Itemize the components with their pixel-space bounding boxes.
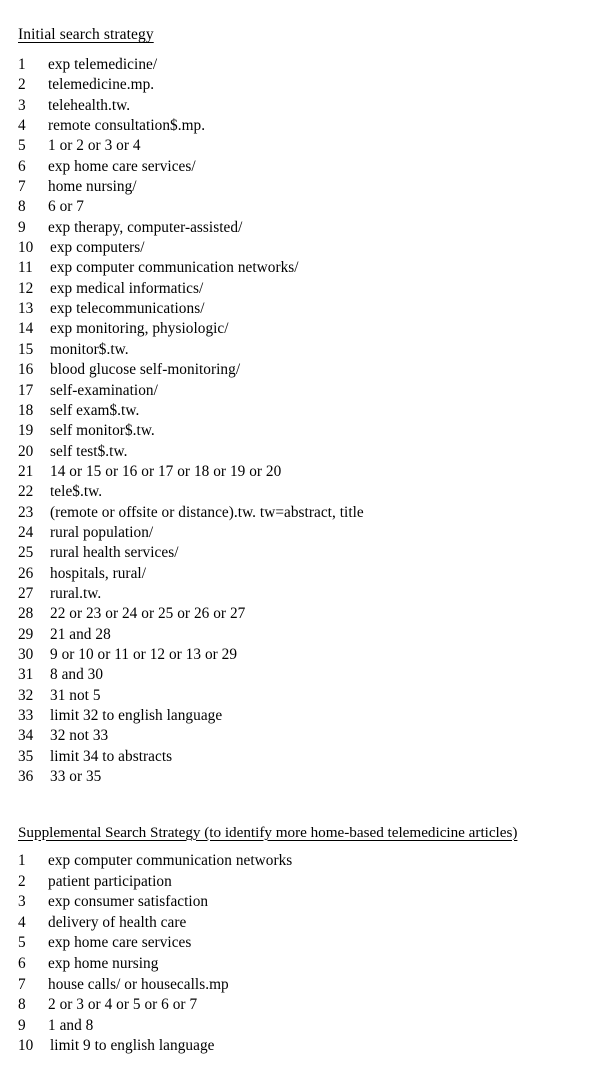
search-line-text: rural health services/ — [50, 544, 179, 562]
search-line — [0, 157, 600, 177]
search-line-text: home nursing/ — [48, 178, 137, 196]
search-line — [0, 421, 600, 441]
search-line — [0, 645, 600, 665]
supplemental-search-strategy-heading: Supplemental Search Strategy (to identify more home-based telemedicine articles) — [18, 823, 518, 841]
supplemental-search-strategy-list — [0, 851, 600, 1057]
search-line-number: 23 — [18, 503, 34, 521]
search-line — [0, 975, 600, 996]
search-line-text: 1 and 8 — [48, 1016, 94, 1034]
search-line-number: 14 — [18, 320, 34, 338]
search-line-number: 9 — [18, 218, 26, 236]
search-line-text: exp home care services/ — [48, 157, 196, 175]
search-line-text: 1 or 2 or 3 or 4 — [48, 137, 141, 155]
search-line-number: 8 — [18, 198, 26, 216]
search-line — [0, 1036, 600, 1057]
search-line-number: 21 — [18, 462, 34, 480]
search-line-text: hospitals, rural/ — [50, 564, 147, 582]
search-line — [0, 995, 600, 1016]
search-line-number: 3 — [18, 96, 26, 114]
search-line-number: 3 — [18, 893, 26, 911]
search-line — [0, 543, 600, 563]
search-line — [0, 258, 600, 278]
search-line-text: 22 or 23 or 24 or 25 or 26 or 27 — [50, 605, 246, 623]
search-line — [0, 340, 600, 360]
search-line-number: 9 — [18, 1016, 26, 1034]
search-line-number: 27 — [18, 584, 34, 602]
search-line-number: 36 — [18, 768, 34, 786]
search-line — [0, 872, 600, 893]
search-line-number: 5 — [18, 137, 26, 155]
search-line — [0, 177, 600, 197]
search-line-text: rural population/ — [50, 523, 154, 541]
search-line — [0, 116, 600, 136]
search-line-text: blood glucose self-monitoring/ — [50, 361, 241, 379]
search-line-text: exp monitoring, physiologic/ — [50, 320, 229, 338]
search-line-text: 9 or 10 or 11 or 12 or 13 or 29 — [50, 645, 238, 663]
search-line — [0, 55, 600, 75]
search-line-number: 29 — [18, 625, 34, 643]
initial-search-strategy-list — [0, 55, 600, 787]
search-line-number: 20 — [18, 442, 34, 460]
search-line-text: 6 or 7 — [48, 198, 84, 216]
search-line-number: 33 — [18, 707, 34, 724]
search-line — [0, 279, 600, 299]
search-line-text: 32 not 33 — [50, 727, 109, 745]
search-line — [0, 96, 600, 116]
search-line — [0, 319, 600, 339]
search-line-text: delivery of health care — [48, 913, 187, 931]
search-line-number: 28 — [18, 605, 34, 623]
search-line — [0, 726, 600, 746]
search-line — [0, 665, 600, 685]
search-line-number: 15 — [18, 340, 34, 358]
search-line — [0, 767, 600, 787]
search-line — [0, 482, 600, 502]
search-line-number: 10 — [18, 1037, 34, 1055]
search-line — [0, 238, 600, 258]
search-line-text: 31 not 5 — [50, 686, 101, 704]
search-line-text: 33 or 35 — [50, 768, 102, 786]
search-line-text: rural.tw. — [50, 584, 102, 602]
search-line — [0, 913, 600, 934]
search-line — [0, 136, 600, 156]
search-line-text: monitor$.tw. — [50, 340, 129, 358]
search-line-text: 21 and 28 — [50, 625, 111, 643]
search-line — [0, 503, 600, 523]
search-line-text: telemedicine.mp. — [48, 76, 155, 94]
search-line — [0, 218, 600, 238]
search-line-text: limit 34 to abstracts — [50, 747, 173, 765]
search-line-number: 19 — [18, 422, 34, 440]
search-line-text: self monitor$.tw. — [50, 422, 155, 440]
search-line-number: 5 — [18, 934, 26, 952]
search-line-number: 7 — [18, 178, 26, 196]
search-line-text: tele$.tw. — [50, 483, 103, 501]
search-line-text: exp medical informatics/ — [50, 279, 204, 297]
search-line-text: exp computer communication networks/ — [50, 259, 299, 277]
search-line-number: 6 — [18, 157, 26, 175]
search-line — [0, 706, 600, 726]
search-line-text: 14 or 15 or 16 or 17 or 18 or 19 or 20 — [50, 462, 282, 480]
search-line — [0, 381, 600, 401]
search-line-text: exp home care services — [48, 934, 192, 952]
search-line — [0, 584, 600, 604]
search-line — [0, 462, 600, 482]
search-line — [0, 75, 600, 95]
search-line-text: patient participation — [48, 872, 172, 890]
search-line — [0, 747, 600, 767]
search-line-number: 1 — [18, 56, 26, 73]
search-line-text: self test$.tw. — [50, 442, 128, 460]
search-line-number: 24 — [18, 523, 34, 541]
search-line-number: 30 — [18, 645, 34, 663]
search-line-text: limit 32 to english language — [50, 707, 223, 724]
search-line-text: exp telecommunications/ — [50, 300, 205, 318]
search-line-number: 25 — [18, 544, 34, 562]
search-line-number: 22 — [18, 483, 34, 501]
search-line-number: 35 — [18, 747, 34, 765]
initial-search-strategy-heading: Initial search strategy — [18, 25, 154, 43]
search-line-text: 8 and 30 — [50, 666, 104, 684]
search-line — [0, 197, 600, 217]
search-line — [0, 851, 600, 872]
search-line-number: 18 — [18, 401, 34, 419]
search-line — [0, 442, 600, 462]
search-line — [0, 625, 600, 645]
search-line — [0, 299, 600, 319]
search-line — [0, 401, 600, 421]
search-line — [0, 523, 600, 543]
search-line — [0, 954, 600, 975]
search-line-text: self-examination/ — [50, 381, 158, 399]
search-line — [0, 1016, 600, 1037]
search-line — [0, 360, 600, 380]
search-line-number: 8 — [18, 996, 26, 1014]
search-line-number: 10 — [18, 239, 34, 257]
search-line-text: exp home nursing — [48, 954, 159, 972]
search-line-number: 4 — [18, 913, 26, 931]
search-line-text: self exam$.tw. — [50, 401, 140, 419]
search-line — [0, 686, 600, 706]
search-line — [0, 604, 600, 624]
search-line-number: 11 — [18, 259, 33, 277]
search-line-text: exp telemedicine/ — [48, 56, 158, 73]
search-line-text: exp computer communication networks — [48, 852, 293, 869]
search-line-number: 4 — [18, 117, 26, 135]
search-line-number: 2 — [18, 872, 26, 890]
search-line-number: 12 — [18, 279, 34, 297]
search-line-text: limit 9 to english language — [50, 1037, 215, 1055]
search-line-text: remote consultation$.mp. — [48, 117, 206, 135]
search-line-text: exp computers/ — [50, 239, 145, 257]
search-line-text: exp therapy, computer-assisted/ — [48, 218, 243, 236]
search-line-text: 2 or 3 or 4 or 5 or 6 or 7 — [48, 996, 198, 1014]
search-line-text: (remote or offsite or distance).tw. tw=abstract, title — [50, 503, 364, 521]
search-line-number: 34 — [18, 727, 34, 745]
search-line-number: 26 — [18, 564, 34, 582]
search-line-number: 2 — [18, 76, 26, 94]
search-line-number: 6 — [18, 954, 26, 972]
search-line — [0, 933, 600, 954]
search-line — [0, 564, 600, 584]
search-line-number: 31 — [18, 666, 34, 684]
search-line-number: 16 — [18, 361, 34, 379]
search-line-number: 17 — [18, 381, 34, 399]
search-line-number: 7 — [18, 975, 26, 993]
search-line-number: 32 — [18, 686, 34, 704]
search-line — [0, 892, 600, 913]
search-line-number: 13 — [18, 300, 34, 318]
search-line-text: exp consumer satisfaction — [48, 893, 209, 911]
search-line-number: 1 — [18, 852, 26, 869]
search-line-text: house calls/ or housecalls.mp — [48, 975, 229, 993]
search-line-text: telehealth.tw. — [48, 96, 131, 114]
